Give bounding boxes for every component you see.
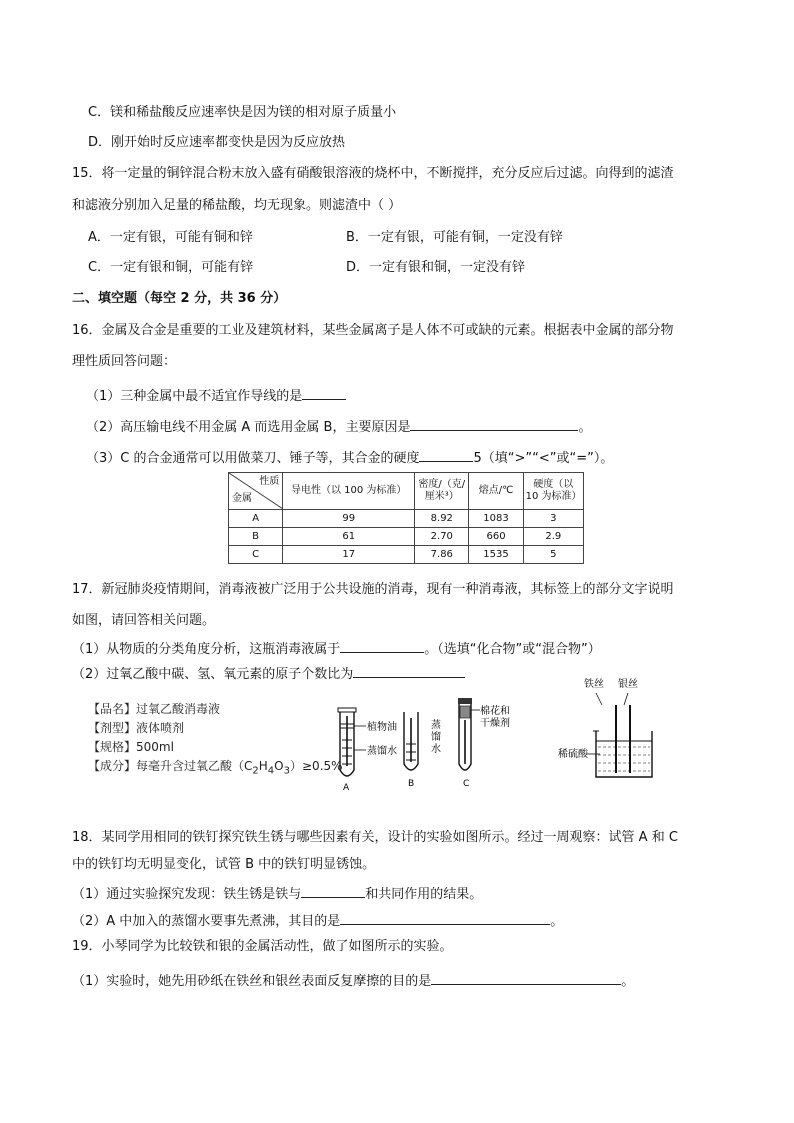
- label-water: 蒸馏水: [367, 746, 397, 757]
- subscript: 4: [267, 765, 275, 777]
- ingredient-text: 【成分】每毫升含过氧乙酸（C: [88, 759, 253, 773]
- test-tube-c: [458, 698, 480, 770]
- q16-part3-end: 5（填“>”“<”或“=”）。: [473, 451, 614, 466]
- label-spec: 【规格】500ml: [88, 740, 174, 754]
- table-cell: 17: [283, 546, 415, 564]
- q18-part2-end: 。: [550, 914, 564, 929]
- q16-part1: [86, 385, 346, 406]
- tube-label-a: A: [343, 783, 350, 792]
- corner-label-property: 性质: [259, 476, 280, 487]
- table-cell: 1083: [469, 510, 523, 528]
- q16-answer-blank-2[interactable]: [410, 416, 578, 431]
- q16-answer-blank-1[interactable]: [302, 385, 346, 400]
- label-dilute-sulfuric-acid: 稀硫酸: [558, 749, 588, 760]
- q19-answer-blank-1[interactable]: [431, 970, 621, 985]
- ingredient-end: ）≥0.5%: [290, 759, 343, 773]
- table-cell: 1535: [469, 546, 523, 564]
- label-dosage-form: 【剂型】液体喷剂: [88, 721, 185, 735]
- q18-part1: [72, 883, 482, 904]
- table-cell: A: [229, 510, 283, 528]
- q17-part2: [72, 663, 465, 684]
- table-header-cell: 硬度（以 10 为标准）: [523, 473, 583, 510]
- label-ingredient: [88, 757, 343, 780]
- q18-part1-text: （1）通过实验探究发现：铁生锈是铁与: [72, 887, 302, 902]
- table-cell: C: [229, 546, 283, 564]
- beaker-diagram: [556, 675, 666, 785]
- test-tube-b: [404, 712, 418, 770]
- q17-part1-end: 。（选填“化合物”或“混合物”）: [424, 642, 601, 657]
- q14-option-c: C．镁和稀盐酸反应速率快是因为镁的相对原子质量小: [88, 105, 397, 120]
- q17-part1-text: （1）从物质的分类角度分析，这瓶消毒液属于: [72, 642, 341, 657]
- tube-label-b: B: [408, 779, 415, 789]
- table-header-cell: 导电性（以 100 为标准）: [283, 473, 415, 510]
- table-corner-cell: [229, 473, 283, 510]
- q17-part2-text: （2）过氧乙酸中碳、氢、氧元素的原子个数比为: [72, 667, 354, 682]
- label-silver-wire: 银丝: [618, 679, 638, 690]
- label-water-vertical-3: 水: [431, 744, 441, 755]
- table-cell: 2.70: [415, 528, 469, 546]
- table-cell: 2.9: [523, 528, 583, 546]
- q17-answer-blank-1[interactable]: [340, 638, 424, 653]
- q17-part1: [72, 638, 601, 659]
- disinfectant-label: [88, 700, 343, 780]
- table-cell: 660: [469, 528, 523, 546]
- q19-stem: 19．小琴同学为比较铁和银的金属活动性，做了如图所示的实验。: [72, 939, 453, 954]
- q16-part3-text: （3）C 的合金通常可以用做菜刀、锤子等，其合金的硬度: [86, 451, 420, 466]
- label-oil: 植物油: [367, 722, 397, 733]
- table-cell: B: [229, 528, 283, 546]
- table-cell: 3: [523, 510, 583, 528]
- q15-stem-line2: 和滤液分别加入足量的稀盐酸，均无现象。则滤渣中（ ）: [72, 198, 402, 213]
- label-iron-wire: 铁丝: [584, 679, 604, 690]
- subscript: 2: [252, 765, 259, 777]
- q17-answer-blank-2[interactable]: [353, 663, 465, 678]
- table-cell: 61: [283, 528, 415, 546]
- tube-label-c: C: [463, 779, 470, 789]
- ingredient-h: H: [258, 759, 268, 773]
- q15-option-a: A．一定有银，可能有铜和锌: [88, 230, 253, 245]
- label-cotton-1: 棉花和: [480, 706, 510, 717]
- q15-option-c: C．一定有银和铜，可能有锌: [88, 260, 254, 275]
- table-cell: 99: [283, 510, 415, 528]
- q16-part2: [86, 416, 592, 437]
- q16-part1-text: （1）三种金属中最不适宜作导线的是: [86, 389, 303, 404]
- ingredient-o: O: [274, 759, 284, 773]
- table-header-cell: 熔点/℃: [469, 473, 523, 510]
- q19-part1-text: （1）实验时，她先用砂纸在铁丝和银丝表面反复摩擦的目的是: [72, 974, 432, 989]
- label-water-vertical-1: 蒸: [431, 720, 441, 731]
- q18-answer-blank-1[interactable]: [301, 883, 365, 898]
- table-cell: 8.92: [415, 510, 469, 528]
- test-tube-a: [338, 708, 366, 776]
- q16-part2-end: 。: [578, 420, 592, 435]
- q18-part2-text: （2）A 中加入的蒸馏水要事先煮沸，其目的是: [72, 914, 341, 929]
- q18-stem-line2: 中的铁钉均无明显变化，试管 B 中的铁钉明显锈蚀。: [72, 857, 376, 872]
- metal-properties-table: [228, 472, 584, 564]
- q18-answer-blank-2[interactable]: [340, 910, 550, 925]
- table-header-cell: 密度/（克/厘米³）: [415, 473, 469, 510]
- q16-stem-line1: 16．金属及合金是重要的工业及建筑材料，某些金属离子是人体不可或缺的元素。根据表中金属的部分物: [72, 323, 674, 338]
- rust-test-tubes-diagram: [330, 692, 520, 792]
- q19-part1: [72, 970, 634, 991]
- q15-stem-line1: 15．将一定量的铜锌混合粉末放入盛有硝酸银溶液的烧杯中，不断搅拌，充分反应后过滤。向得到的滤渣: [72, 166, 674, 181]
- corner-label-metal: 金属: [232, 493, 252, 504]
- q16-answer-blank-3[interactable]: [419, 447, 473, 462]
- subscript: 3: [283, 765, 290, 777]
- q18-stem-line1: 18．某同学用相同的铁钉探究铁生锈与哪些因素有关，设计的实验如图所示。经过一周观察：试管 A 和 C: [72, 830, 678, 845]
- table-header-row: [229, 473, 584, 510]
- q19-part1-end: 。: [621, 974, 635, 989]
- q18-part2: [72, 910, 563, 931]
- q14-option-d: D．刚开始时反应速率都变快是因为反应放热: [88, 135, 346, 150]
- table-row: [229, 528, 584, 546]
- q16-part2-text: （2）高压输电线不用金属 A 而选用金属 B，主要原因是: [86, 420, 411, 435]
- q17-stem-line1: 17．新冠肺炎疫情期间，消毒液被广泛用于公共设施的消毒，现有一种消毒液，其标签上的部分文字说明: [72, 582, 674, 597]
- table-cell: 5: [523, 546, 583, 564]
- label-product-name: 【品名】过氧乙酸消毒液: [88, 702, 221, 716]
- q15-option-b: B．一定有银，可能有铜，一定没有锌: [346, 230, 563, 245]
- label-cotton-2: 干燥剂: [480, 718, 510, 729]
- q15-option-d: D．一定有银和铜，一定没有锌: [346, 260, 526, 275]
- table-row: [229, 546, 584, 564]
- q16-stem-line2: 理性质回答问题：: [72, 354, 177, 369]
- label-water-vertical-2: 馏: [431, 732, 441, 743]
- q17-stem-line2: 如图，请回答相关问题。: [72, 613, 216, 628]
- table-row: [229, 510, 584, 528]
- section-heading: 二、填空题（每空 2 分，共 36 分）: [72, 291, 287, 306]
- q18-part1-end: 和共同作用的结果。: [365, 887, 483, 902]
- beaker: [593, 705, 652, 777]
- table-cell: 7.86: [415, 546, 469, 564]
- q16-part3: [86, 447, 613, 468]
